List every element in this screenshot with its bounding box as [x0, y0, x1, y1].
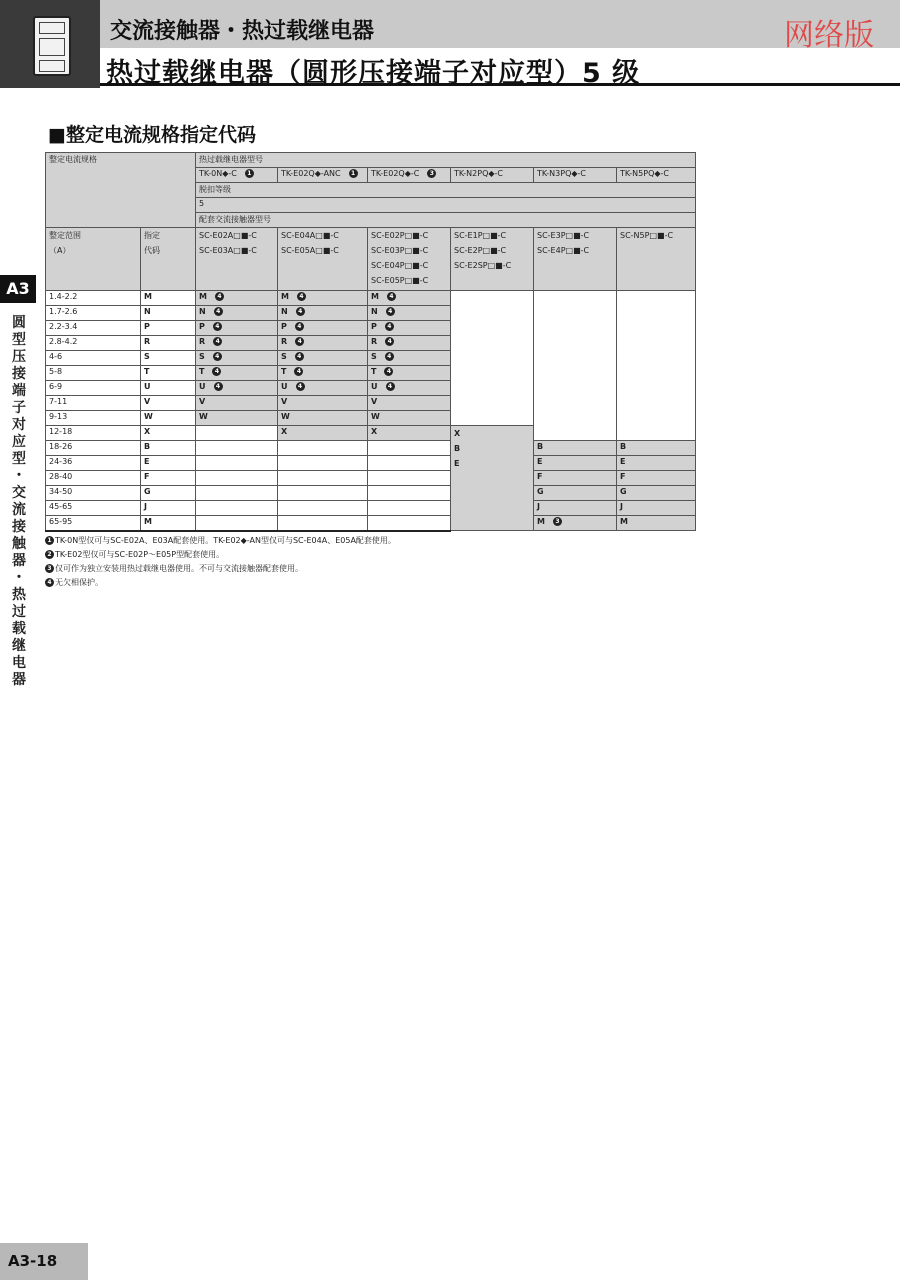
code-cell: N: [141, 306, 196, 321]
trip-class-value: 5: [196, 198, 696, 213]
model-cell: TK-N5PQ◆-C: [617, 168, 696, 183]
model-cell: TK-N3PQ◆-C: [534, 168, 617, 183]
model-cell: TK-N2PQ◆-C: [451, 168, 534, 183]
model-cell: TK-E02Q◆-C 3: [368, 168, 451, 183]
note-marker-icon: 3: [427, 169, 436, 178]
range-cell: 4-6: [46, 351, 141, 366]
code-mark-cell: U 4: [278, 381, 368, 396]
code-cell: R: [141, 336, 196, 351]
contactor-label: 配套交流接触器型号: [196, 213, 696, 228]
empty-cell: [196, 426, 278, 441]
code-mark-cell: X B E: [451, 426, 534, 531]
range-cell: 7-11: [46, 396, 141, 411]
footnote-text: TK-E02型仅可与SC-E02P～E05P型配套使用。: [55, 550, 225, 559]
empty-cell: [368, 501, 451, 516]
code-mark-cell: X: [368, 426, 451, 441]
empty-cell: [534, 291, 617, 441]
empty-cell: [196, 516, 278, 531]
contactor-cell: SC-E3P□■-C SC-E4P□■-C: [534, 228, 617, 291]
setting-code-table: [45, 152, 696, 532]
range-cell: 65-95: [46, 516, 141, 531]
code-mark-cell: N 4: [278, 306, 368, 321]
note-marker-icon: 4: [295, 352, 304, 361]
code-mark-cell: W: [368, 411, 451, 426]
model-cell: TK-0N◆-C 1: [196, 168, 278, 183]
note-marker-icon: 4: [386, 307, 395, 316]
table-row: [46, 291, 696, 306]
note-marker-icon: 4: [212, 367, 221, 376]
page-number: A3-18: [0, 1243, 88, 1280]
code-mark-cell: R 4: [196, 336, 278, 351]
product-icon: [0, 0, 100, 88]
chapter-tab: A3: [0, 275, 36, 303]
table-cell: [46, 228, 696, 291]
range-cell: 34-50: [46, 486, 141, 501]
contactor-cell: SC-N5P□■-C: [617, 228, 696, 291]
code-mark-cell: F: [534, 471, 617, 486]
note-marker-icon: 4: [214, 307, 223, 316]
footnote-text: TK-0N型仅可与SC-E02A、E03A配套使用。TK-E02◆-AN型仅可与SC-E04A、E05A配套使用。: [55, 536, 396, 545]
code-mark-cell: V: [368, 396, 451, 411]
model-label-cell: 热过载继电器型号: [196, 153, 696, 168]
footnote-marker-icon: 4: [45, 578, 54, 587]
relay-device-icon: [33, 16, 71, 76]
code-mark-cell: W: [196, 411, 278, 426]
code-label: 指定 代码: [141, 228, 196, 291]
code-mark-cell: G: [534, 486, 617, 501]
range-cell: 28-40: [46, 471, 141, 486]
range-label: 整定范围 （A）: [46, 228, 141, 291]
empty-cell: [196, 486, 278, 501]
range-cell: 5-8: [46, 366, 141, 381]
note-marker-icon: 4: [385, 352, 394, 361]
footnote-marker-icon: 3: [45, 564, 54, 573]
note-marker-icon: 4: [384, 367, 393, 376]
table-row: [46, 516, 696, 531]
note-marker-icon: 4: [214, 382, 223, 391]
empty-cell: [617, 291, 696, 441]
code-mark-cell: T 4: [368, 366, 451, 381]
code-mark-cell: P 4: [196, 321, 278, 336]
code-mark-cell: U 4: [368, 381, 451, 396]
section-title: ■整定电流规格指定代码: [48, 124, 256, 146]
note-marker-icon: 4: [385, 322, 394, 331]
range-cell: 2.8-4.2: [46, 336, 141, 351]
footnote-marker-icon: 2: [45, 550, 54, 559]
code-cell: P: [141, 321, 196, 336]
range-cell: 45-65: [46, 501, 141, 516]
table-cell: [46, 153, 696, 168]
footnote-line: [45, 534, 396, 548]
empty-cell: [368, 486, 451, 501]
empty-cell: [278, 456, 368, 471]
table-row: [46, 456, 696, 471]
empty-cell: [368, 441, 451, 456]
table-row: [46, 486, 696, 501]
code-mark-cell: V: [278, 396, 368, 411]
code-mark-cell: W: [278, 411, 368, 426]
page-title: 热过载继电器（圆形压接端子对应型）5 级: [106, 58, 641, 89]
chapter-side-text: 圆型压接端子对应型・交流接触器・热过载继电器: [12, 315, 26, 688]
code-mark-cell: J: [534, 501, 617, 516]
note-marker-icon: 4: [213, 352, 222, 361]
code-mark-cell: E: [617, 456, 696, 471]
footnote-line: [45, 576, 396, 590]
empty-cell: [196, 441, 278, 456]
code-cell: F: [141, 471, 196, 486]
code-cell: S: [141, 351, 196, 366]
range-cell: 12-18: [46, 426, 141, 441]
code-mark-cell: M 3: [534, 516, 617, 531]
code-mark-cell: R 4: [278, 336, 368, 351]
web-edition-label: 网络版: [784, 18, 874, 53]
table-row: [46, 471, 696, 486]
footnote-line: [45, 548, 396, 562]
code-mark-cell: F: [617, 471, 696, 486]
code-mark-cell: X: [278, 426, 368, 441]
code-mark-cell: S 4: [196, 351, 278, 366]
code-mark-cell: U 4: [196, 381, 278, 396]
note-marker-icon: 4: [295, 322, 304, 331]
range-cell: 18-26: [46, 441, 141, 456]
code-cell: M: [141, 516, 196, 531]
code-mark-cell: M 4: [278, 291, 368, 306]
code-cell: X: [141, 426, 196, 441]
code-cell: J: [141, 501, 196, 516]
empty-cell: [278, 441, 368, 456]
code-mark-cell: M: [617, 516, 696, 531]
code-mark-cell: P 4: [278, 321, 368, 336]
footnote-marker-icon: 1: [45, 536, 54, 545]
footnote-text: 无欠相保护。: [55, 578, 103, 587]
code-cell: T: [141, 366, 196, 381]
code-mark-cell: M 4: [196, 291, 278, 306]
footnotes: [45, 534, 396, 590]
code-mark-cell: B: [617, 441, 696, 456]
empty-cell: [451, 291, 534, 426]
contactor-cell: SC-E02A□■-C SC-E03A□■-C: [196, 228, 278, 291]
code-mark-cell: T 4: [196, 366, 278, 381]
note-marker-icon: 4: [386, 382, 395, 391]
code-cell: B: [141, 441, 196, 456]
note-marker-icon: 4: [387, 292, 396, 301]
range-cell: 2.2-3.4: [46, 321, 141, 336]
note-marker-icon: 4: [215, 292, 224, 301]
contactor-cell: SC-E02P□■-C SC-E03P□■-C SC-E04P□■-C SC-E05P□■-C: [368, 228, 451, 291]
range-cell: 9-13: [46, 411, 141, 426]
note-marker-icon: 4: [295, 337, 304, 346]
code-mark-cell: G: [617, 486, 696, 501]
note-marker-icon: 4: [297, 292, 306, 301]
note-marker-icon: 3: [553, 517, 562, 526]
note-marker-icon: 1: [349, 169, 358, 178]
range-cell: 6-9: [46, 381, 141, 396]
empty-cell: [278, 486, 368, 501]
code-mark-cell: V: [196, 396, 278, 411]
table-row: [46, 441, 696, 456]
table-row: [46, 501, 696, 516]
note-marker-icon: 1: [245, 169, 254, 178]
trip-class-label: 脱扣等级: [196, 183, 696, 198]
code-mark-cell: M 4: [368, 291, 451, 306]
contactor-cell: SC-E1P□■-C SC-E2P□■-C SC-E2SP□■-C: [451, 228, 534, 291]
footnote-line: [45, 562, 396, 576]
empty-cell: [196, 471, 278, 486]
code-mark-cell: P 4: [368, 321, 451, 336]
note-marker-icon: 4: [385, 337, 394, 346]
empty-cell: [368, 516, 451, 531]
empty-cell: [196, 456, 278, 471]
empty-cell: [278, 501, 368, 516]
model-cell: TK-E02Q◆-ANC 1: [278, 168, 368, 183]
range-cell: 1.4-2.2: [46, 291, 141, 306]
code-mark-cell: B: [534, 441, 617, 456]
footnote-text: 仅可作为独立安装用热过载继电器使用。不可与交流接触器配套使用。: [55, 564, 303, 573]
code-mark-cell: T 4: [278, 366, 368, 381]
note-marker-icon: 4: [294, 367, 303, 376]
note-marker-icon: 4: [213, 322, 222, 331]
empty-cell: [196, 501, 278, 516]
code-mark-cell: S 4: [278, 351, 368, 366]
note-marker-icon: 4: [296, 382, 305, 391]
range-cell: 1.7-2.6: [46, 306, 141, 321]
code-cell: U: [141, 381, 196, 396]
code-mark-cell: J: [617, 501, 696, 516]
range-cell: 24-36: [46, 456, 141, 471]
empty-cell: [368, 456, 451, 471]
code-mark-cell: N 4: [368, 306, 451, 321]
code-cell: E: [141, 456, 196, 471]
code-cell: G: [141, 486, 196, 501]
empty-cell: [278, 516, 368, 531]
spec-label-cell: 整定电流规格: [46, 153, 196, 228]
empty-cell: [368, 471, 451, 486]
code-mark-cell: E: [534, 456, 617, 471]
code-mark-cell: R 4: [368, 336, 451, 351]
contactor-cell: SC-E04A□■-C SC-E05A□■-C: [278, 228, 368, 291]
empty-cell: [278, 471, 368, 486]
header-subtitle: 交流接触器・热过载继电器: [110, 19, 375, 44]
note-marker-icon: 4: [296, 307, 305, 316]
code-cell: V: [141, 396, 196, 411]
code-cell: W: [141, 411, 196, 426]
note-marker-icon: 4: [213, 337, 222, 346]
code-cell: M: [141, 291, 196, 306]
code-mark-cell: N 4: [196, 306, 278, 321]
code-mark-cell: S 4: [368, 351, 451, 366]
